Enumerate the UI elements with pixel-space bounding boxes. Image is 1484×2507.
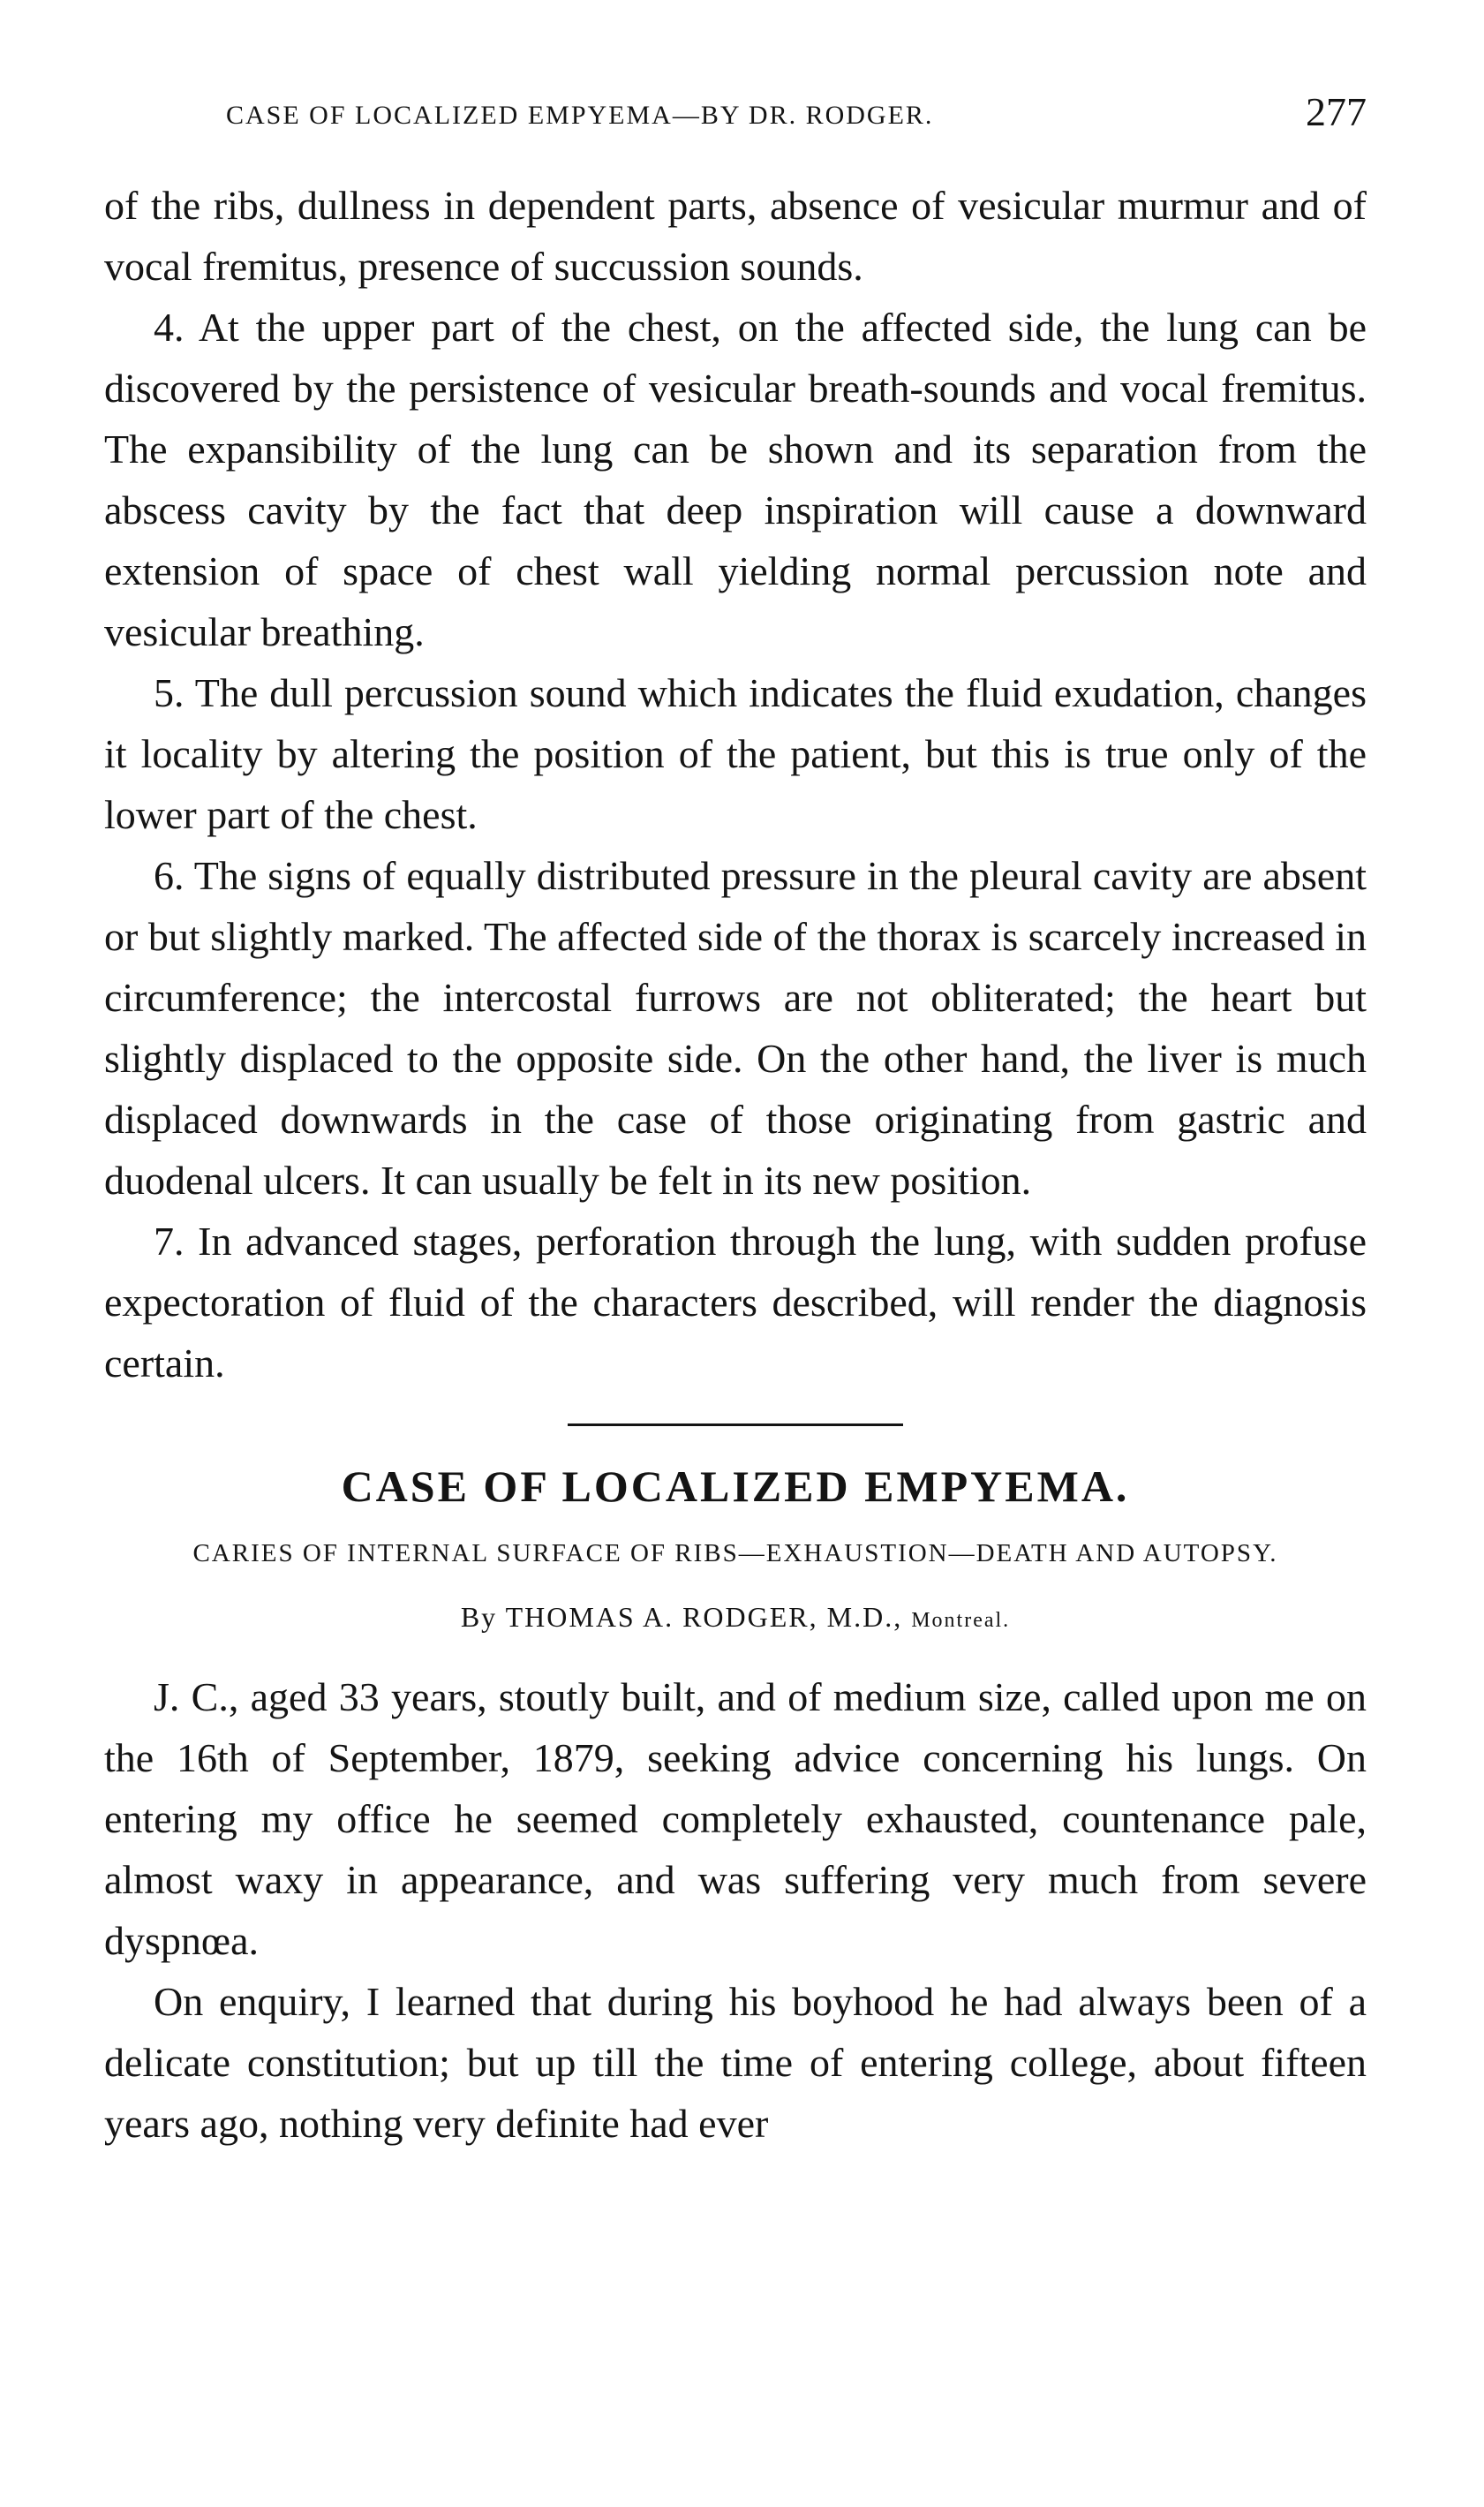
running-head [104,88,1367,141]
paragraph-item-5: 5. The dull percussion sound which indicates the fluid exudation, changes it locality by altering the position of the patient, but this is true only of the lower part of the chest. [104,670,1367,837]
byline-prefix: By [460,1601,498,1633]
book-page [104,88,1367,2154]
paragraph-item-7: 7. In advanced stages, perforation through the lung, with sudden profuse expectoration of fluid of the characters described, will render the diagnosis certain. [104,1219,1367,1386]
running-head-title: CASE OF LOCALIZED EMPYEMA—BY DR. RODGER. [226,101,934,130]
article-subtitle: CARIES OF INTERNAL SURFACE OF RIBS—EXHAUSTION—DEATH AND AUTOPSY. [192,1539,1278,1567]
byline-author: THOMAS A. RODGER, M.D., [505,1601,903,1633]
article-paragraph-1: J. C., aged 33 years, stoutly built, and of medium size, called upon me on the 16th of September, 1879, seeking advice concerning his lungs. On entering my office he seemed completely exhausted, countenance pale, almost waxy in appearance, and was suffering very much from severe dyspnœa. [104,1674,1367,1963]
page-number: 277 [1306,89,1367,134]
article-paragraph-2: On enquiry, I learned that during his boyhood he had always been of a delicate constitution; but up till the time of entering college, about fifteen years ago, nothing very definite had ever [104,1979,1367,2146]
byline-place: Montreal. [911,1609,1011,1632]
paragraph-item-4: 4. At the upper part of the chest, on the affected side, the lung can be discovered by the persistence of vesicular breath-sounds and vocal fremitus. The expansibility of the lung can be shown and its separation from the abscess cavity by the fact that deep inspiration will cause a downward extension of space of chest wall yielding normal percussion note and vesicular breathing. [104,305,1367,654]
article-byline [104,1597,1367,1640]
paragraph-item-6: 6. The signs of equally distributed pressure in the pleural cavity are absent or but slightly marked. The affected side of the thorax is scarcely increased in circumference; the intercostal furrows are not obliterated; the heart but slightly displaced to the opposite side. On the other hand, the liver is much displaced downwards in the case of those originating from gastric and duodenal ulcers. It can usually be felt in its new position. [104,853,1367,1203]
section-divider-rule [568,1423,903,1426]
article-title: CASE OF LOCALIZED EMPYEMA. [341,1461,1130,1511]
paragraph-continuation: of the ribs, dullness in dependent parts, absence of vesicular murmur and of vocal fremitus, presence of succussion sounds. [104,183,1367,289]
